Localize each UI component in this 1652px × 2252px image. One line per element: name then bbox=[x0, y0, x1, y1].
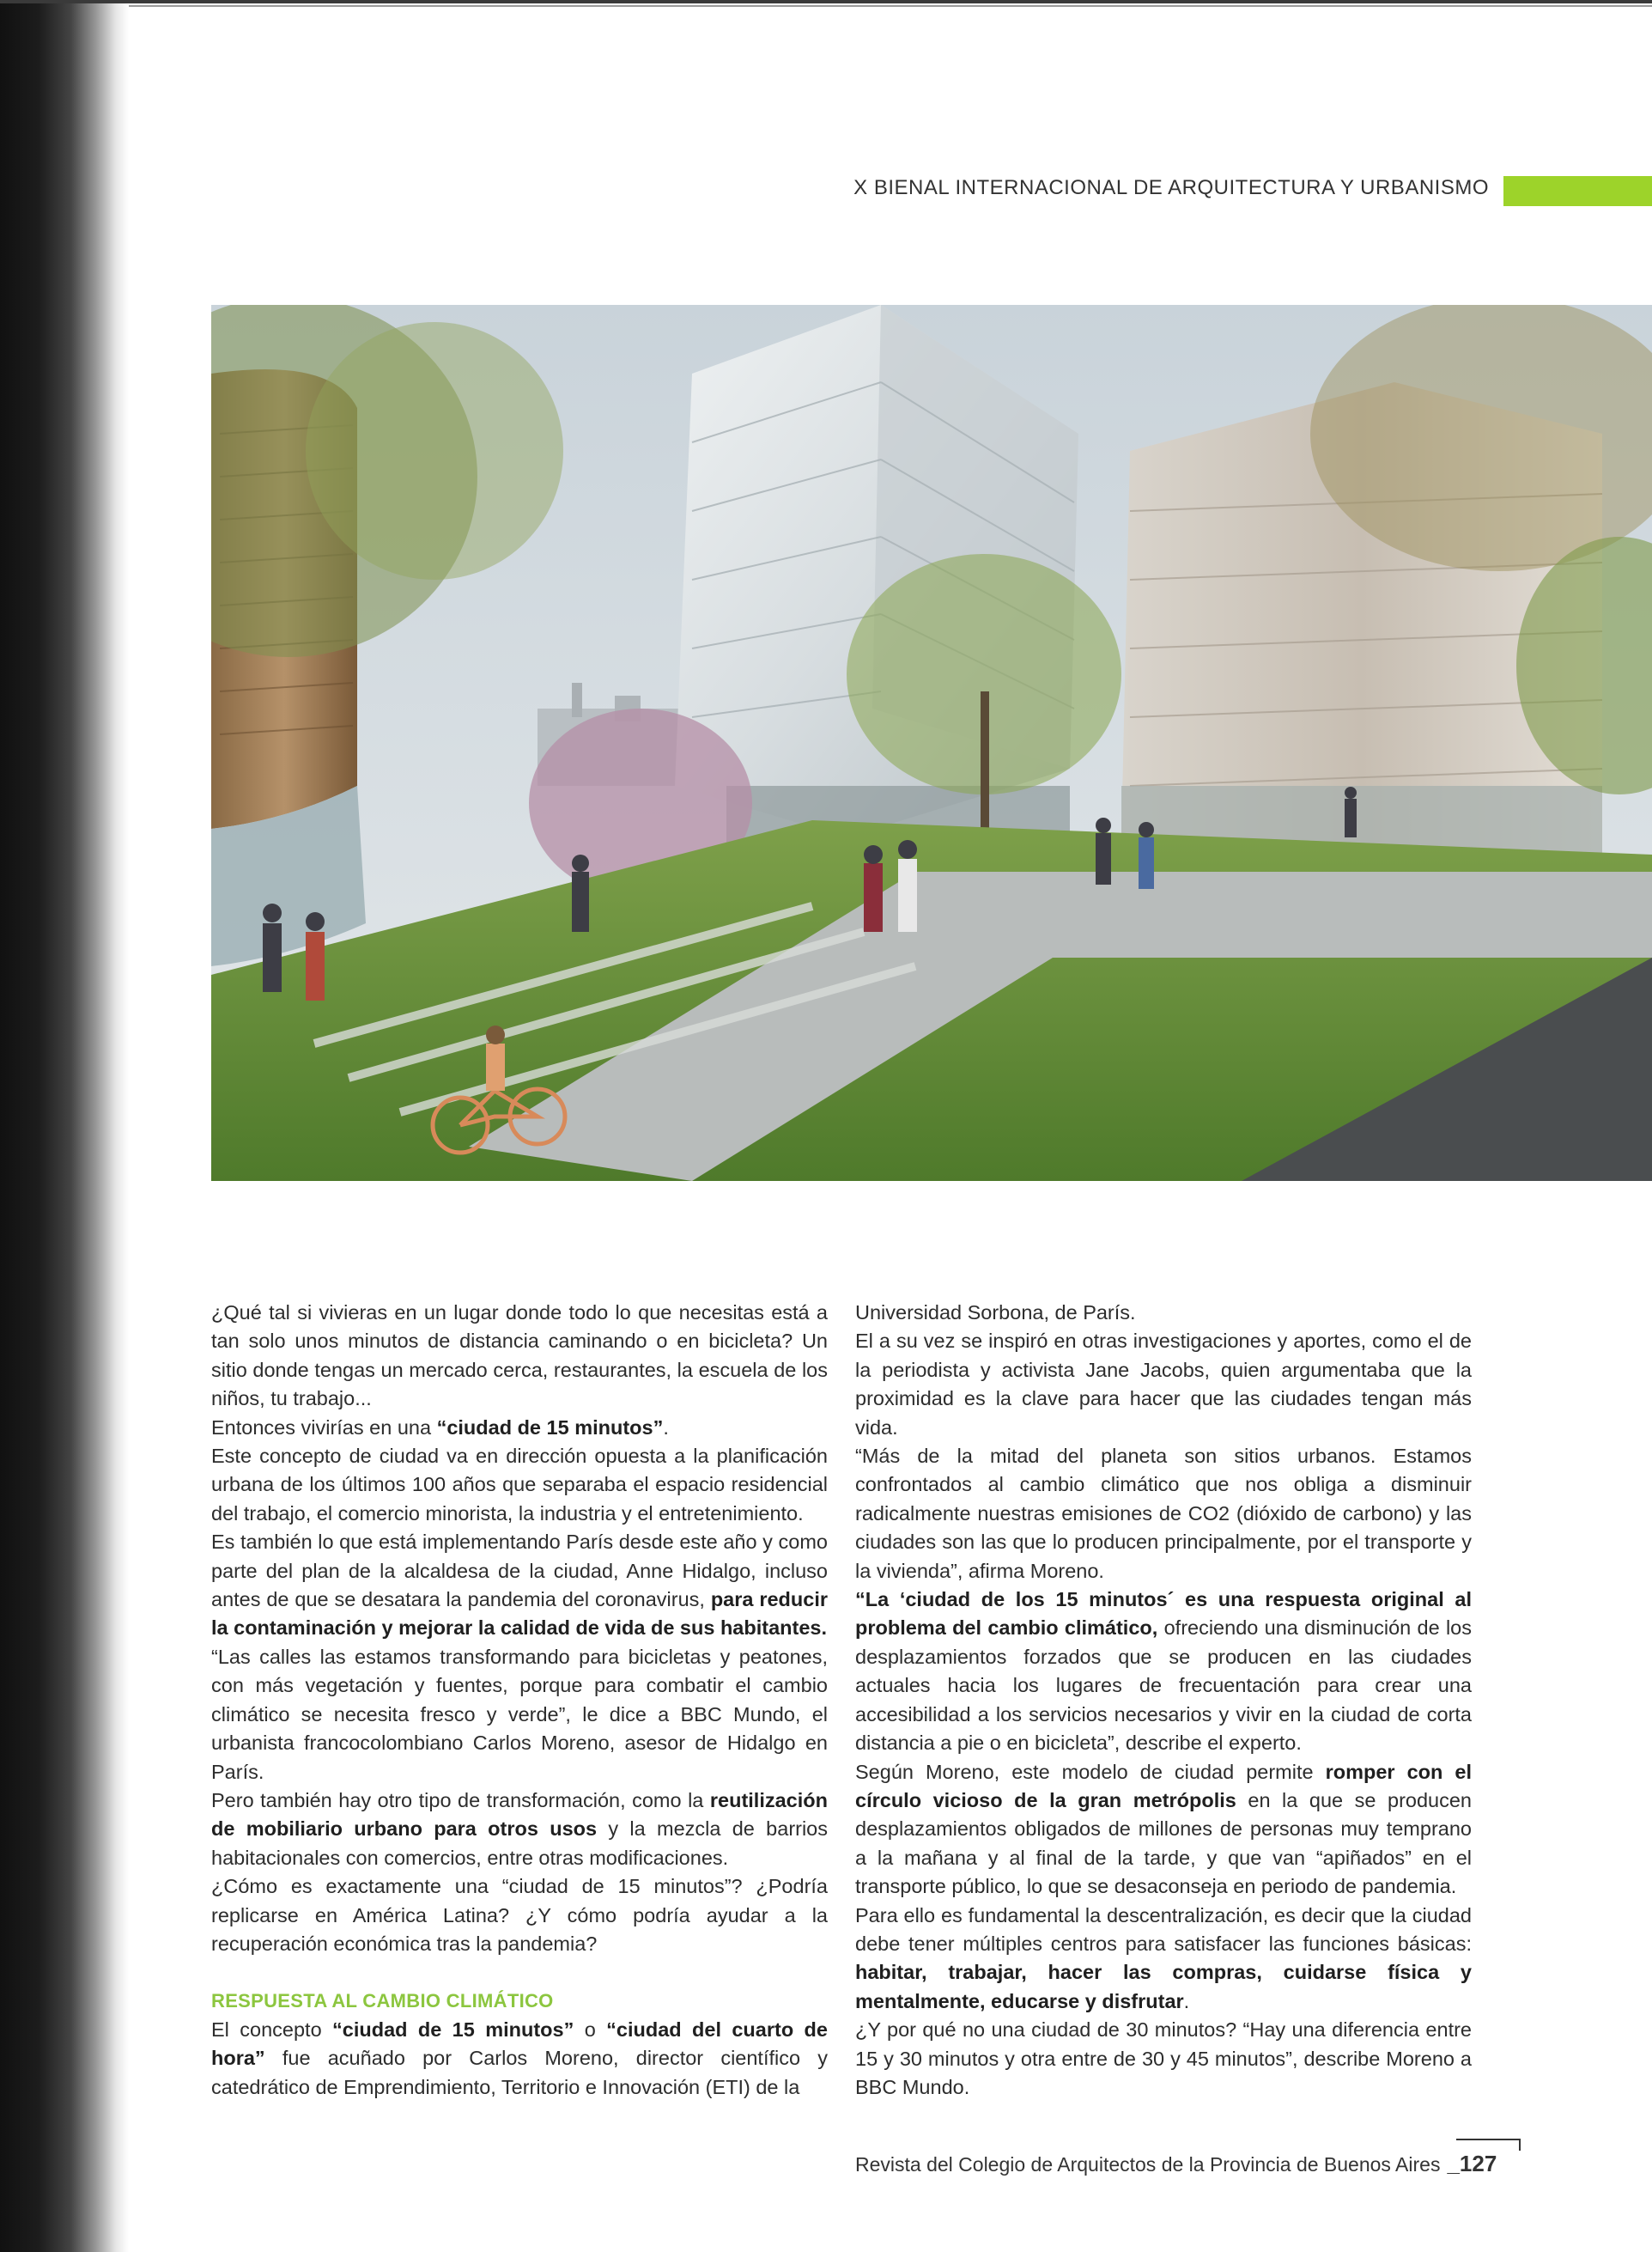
paragraph: Pero también hay otro tipo de transformación, como la reutilización de mobiliario urbano para otros usos y la mezcla de barrios habitacionales con comercios, entre otras modificaciones. bbox=[211, 1788, 829, 1869]
paragraph: El concepto “ciudad de 15 minutos” o “ciudad del cuarto de hora” fue acuñado por Carlos Moreno, director científico y catedrático de Emprendimiento, Territorio e Innovación (ETI) de la bbox=[211, 2018, 828, 2098]
paragraph: “Más de la mitad del planeta son sitios urbanos. Estamos confrontados al cambio climático que nos obliga a disminuir radicalmente nuestras emisiones de CO2 (dióxido de carbono) y las ciudades son las que lo producen principalmente, por el transporte y la vivienda”, afirma Moreno. bbox=[855, 1445, 1472, 1582]
paragraph: “Las calles las estamos transformando para bicicletas y peatones, con más vegetación y fuentes, porque para combatir el cambio climático se necesita fresco y verde”, le dice a BBC Mundo, el urbanista francocolombiano Carlos Moreno, asesor de Hidalgo en París. bbox=[211, 1645, 828, 1783]
paragraph: ¿Y por qué no una ciudad de 30 minutos? “Hay una diferencia entre 15 y 30 minutos y otra entre de 30 y 45 minutos”, describe Moreno a BBC Mundo. bbox=[855, 2018, 1472, 2098]
paragraph: Este concepto de ciudad va en dirección opuesta a la planificación urbana de los últimos 100 años que separaba el espacio residencial del trabajo, el comercio minorista, la industria y el entretenimiento. bbox=[211, 1445, 828, 1525]
top-edge-rule bbox=[0, 0, 1652, 3]
paragraph: ¿Cómo es exactamente una “ciudad de 15 minutos”? ¿Podría replicarse en América Latina? ¿Y cómo podría ayudar a la recuperación económica tras la pandemia? bbox=[211, 1875, 828, 1955]
page-number: _127 bbox=[1447, 2151, 1497, 2176]
paragraph: Entonces vivirías en una “ciudad de 15 minutos”. bbox=[211, 1415, 669, 1439]
right-text-column bbox=[855, 1299, 1472, 2102]
header-accent-bar bbox=[1503, 176, 1652, 206]
publication-name: Revista del Colegio de Arquitectos de la Provincia de Buenos Aires bbox=[855, 2153, 1441, 2176]
paragraph: Es también lo que está implementando París desde este año y como parte del plan de la alcaldesa de la ciudad, Anne Hidalgo, incluso antes de que se desatara la pandemia del coronavirus, para reducir la contaminación y mejorar la calidad de vida de sus habitantes. bbox=[211, 1531, 829, 1640]
left-text-column bbox=[211, 1299, 828, 2102]
paragraph: Para ello es fundamental la descentralización, es decir que la ciudad debe tener múltiples centros para satisfacer las funciones básicas: habitar, trabajar, hacer las compras, cuidarse física y mentalmente, educarse y disfrutar. bbox=[855, 1903, 1472, 2012]
top-edge-rule-secondary bbox=[129, 5, 1652, 7]
paragraph: “La ‘ciudad de los 15 minutos´ es una respuesta original al problema del cambio climático, ofreciendo una disminución de los desplazamientos forzados que se producen en las ciudades actuales hacia los lugares de frecuentación para crear una accesibilidad a los servicios necesarios y vivir en la ciudad de corta distancia a pie o en bicicleta”, describe el experto. bbox=[855, 1588, 1472, 1755]
page-footer bbox=[855, 2151, 1497, 2177]
section-subheading: RESPUESTA AL CAMBIO CLIMÁTICO bbox=[211, 1990, 554, 2012]
paragraph: Universidad Sorbona, de París. bbox=[855, 1301, 1136, 1324]
paragraph: ¿Qué tal si vivieras en un lugar donde todo lo que necesitas está a tan solo unos minutos de distancia caminando o en bicicleta? Un sitio donde tengas un mercado cerca, restaurantes, la escuela de los niños, tu trabajo... bbox=[211, 1301, 828, 1410]
binding-shadow bbox=[0, 0, 129, 2252]
footer-rule-tick bbox=[1519, 2139, 1521, 2151]
paragraph: Según Moreno, este modelo de ciudad permite romper con el círculo vicioso de la gran metrópolis en la que se producen desplazamientos obligados de millones de personas muy temprano a la mañana y al final de la tarde, y que van “apiñados” en el transporte público, lo que se desaconseja en periodo de pandemia. bbox=[855, 1760, 1473, 1898]
paragraph: El a su vez se inspiró en otras investigaciones y aportes, como el de la periodista y activista Jane Jacobs, quien argumentaba que la proximidad es la clave para hacer que las ciudades tengan más vida. bbox=[855, 1330, 1472, 1439]
architectural-rendering-image bbox=[211, 305, 1652, 1181]
footer-rule bbox=[1456, 2139, 1521, 2140]
section-header: X BIENAL INTERNACIONAL DE ARQUITECTURA Y URBANISMO bbox=[853, 176, 1489, 199]
